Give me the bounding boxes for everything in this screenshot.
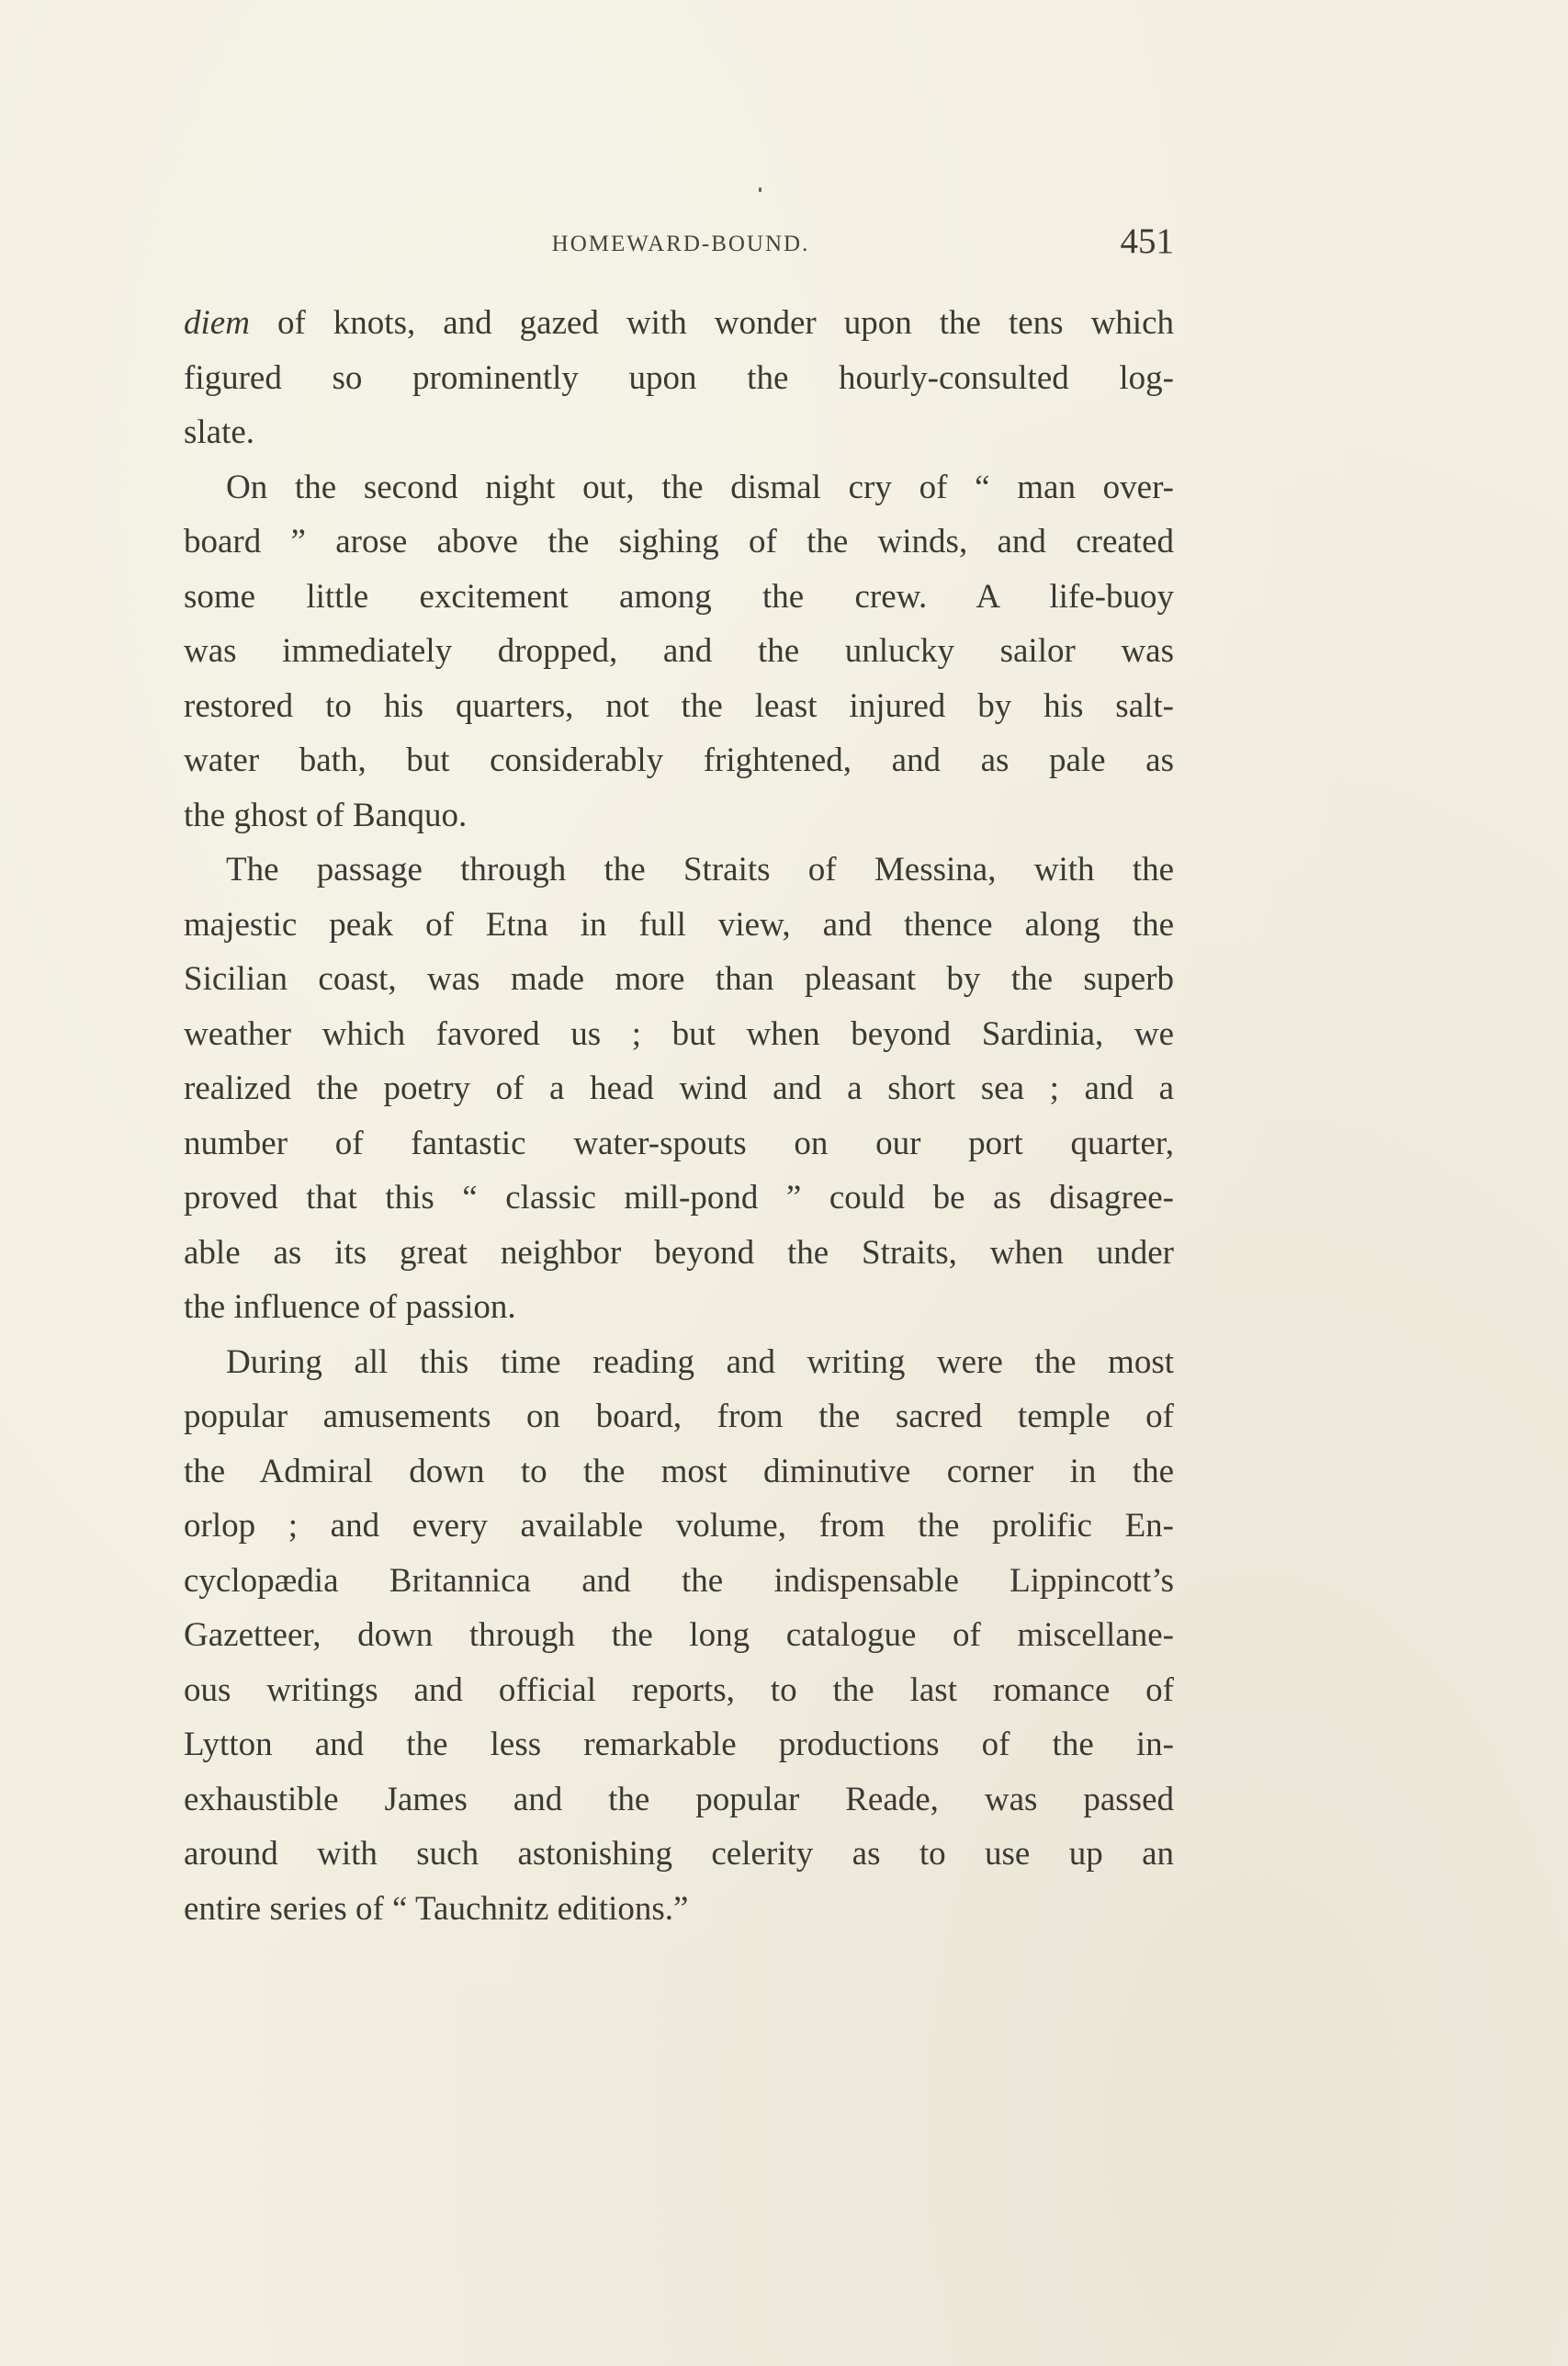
text-line: around with such astonishing celerity as to use up an <box>184 1835 1174 1873</box>
text-line <box>184 296 1174 351</box>
paragraph <box>184 460 1174 843</box>
text-line: the ghost of Banquo. <box>184 796 468 834</box>
text-line: entire series of “ Tauchnitz editions.” <box>184 1889 689 1928</box>
text-line: Sicilian coast, was made more than pleasant by the superb <box>184 960 1174 998</box>
text-line: restored to his quarters, not the least injured by his salt- <box>184 686 1174 725</box>
page-header <box>187 221 1174 276</box>
text-line: slate. <box>184 413 255 451</box>
text-line: board ” arose above the sighing of the winds, and created <box>184 523 1174 560</box>
paragraph <box>184 296 1174 460</box>
text-line: The passage through the Straits of Messina, with the <box>226 851 1174 889</box>
text-line: the Admiral down to the most diminutive corner in the <box>184 1452 1174 1490</box>
text-line: Lytton and the less remarkable productions of the in- <box>184 1726 1174 1763</box>
text-line: orlop ; and every available volume, from the prolific En- <box>184 1507 1174 1545</box>
text-line: proved that this “ classic mill-pond ” could be as disagree- <box>184 1179 1174 1217</box>
text-line: exhaustible James and the popular Reade, was passed <box>184 1780 1174 1818</box>
text-line: During all this time reading and writing were the most <box>226 1342 1174 1381</box>
text-line: able as its great neighbor beyond the Straits, when under <box>184 1233 1174 1272</box>
body-text <box>184 296 1174 1936</box>
text-line: was immediately dropped, and the unlucky sailor was <box>184 632 1174 670</box>
text-line: weather which favored us ; but when beyond Sardinia, we <box>184 1014 1174 1053</box>
text-line: cyclopædia Britannica and the indispensable Lippincott’s <box>184 1561 1174 1600</box>
text-line: some little excitement among the crew. A life-buoy <box>184 577 1174 616</box>
text-span: of knots, and gazed with wonder upon the tens which <box>249 304 1174 342</box>
text-line: majestic peak of Etna in full view, and thence along the <box>184 905 1174 944</box>
ink-speck <box>759 187 761 192</box>
text-line: number of fantastic water-spouts on our port quarter, <box>184 1124 1174 1162</box>
text-line: realized the poetry of a head wind and a short sea ; and a <box>184 1070 1174 1107</box>
text-line: popular amusements on board, from the sacred temple of <box>184 1398 1174 1435</box>
italic-word: diem <box>184 304 250 342</box>
text-line: ous writings and official reports, to the last romance of <box>184 1670 1174 1709</box>
text-line: figured so prominently upon the hourly-consulted log- <box>184 358 1174 397</box>
text-line: the influence of passion. <box>184 1288 516 1326</box>
text-line: On the second night out, the dismal cry of “ man over- <box>226 468 1174 506</box>
running-head: HOMEWARD-BOUND. <box>551 232 810 256</box>
paragraph <box>184 843 1174 1335</box>
text-line: Gazetteer, down through the long catalogue of miscellane- <box>184 1616 1174 1654</box>
paragraph <box>184 1335 1174 1937</box>
page-number: 451 <box>1120 221 1174 261</box>
text-line: water bath, but considerably frightened, and as pale as <box>184 741 1174 779</box>
